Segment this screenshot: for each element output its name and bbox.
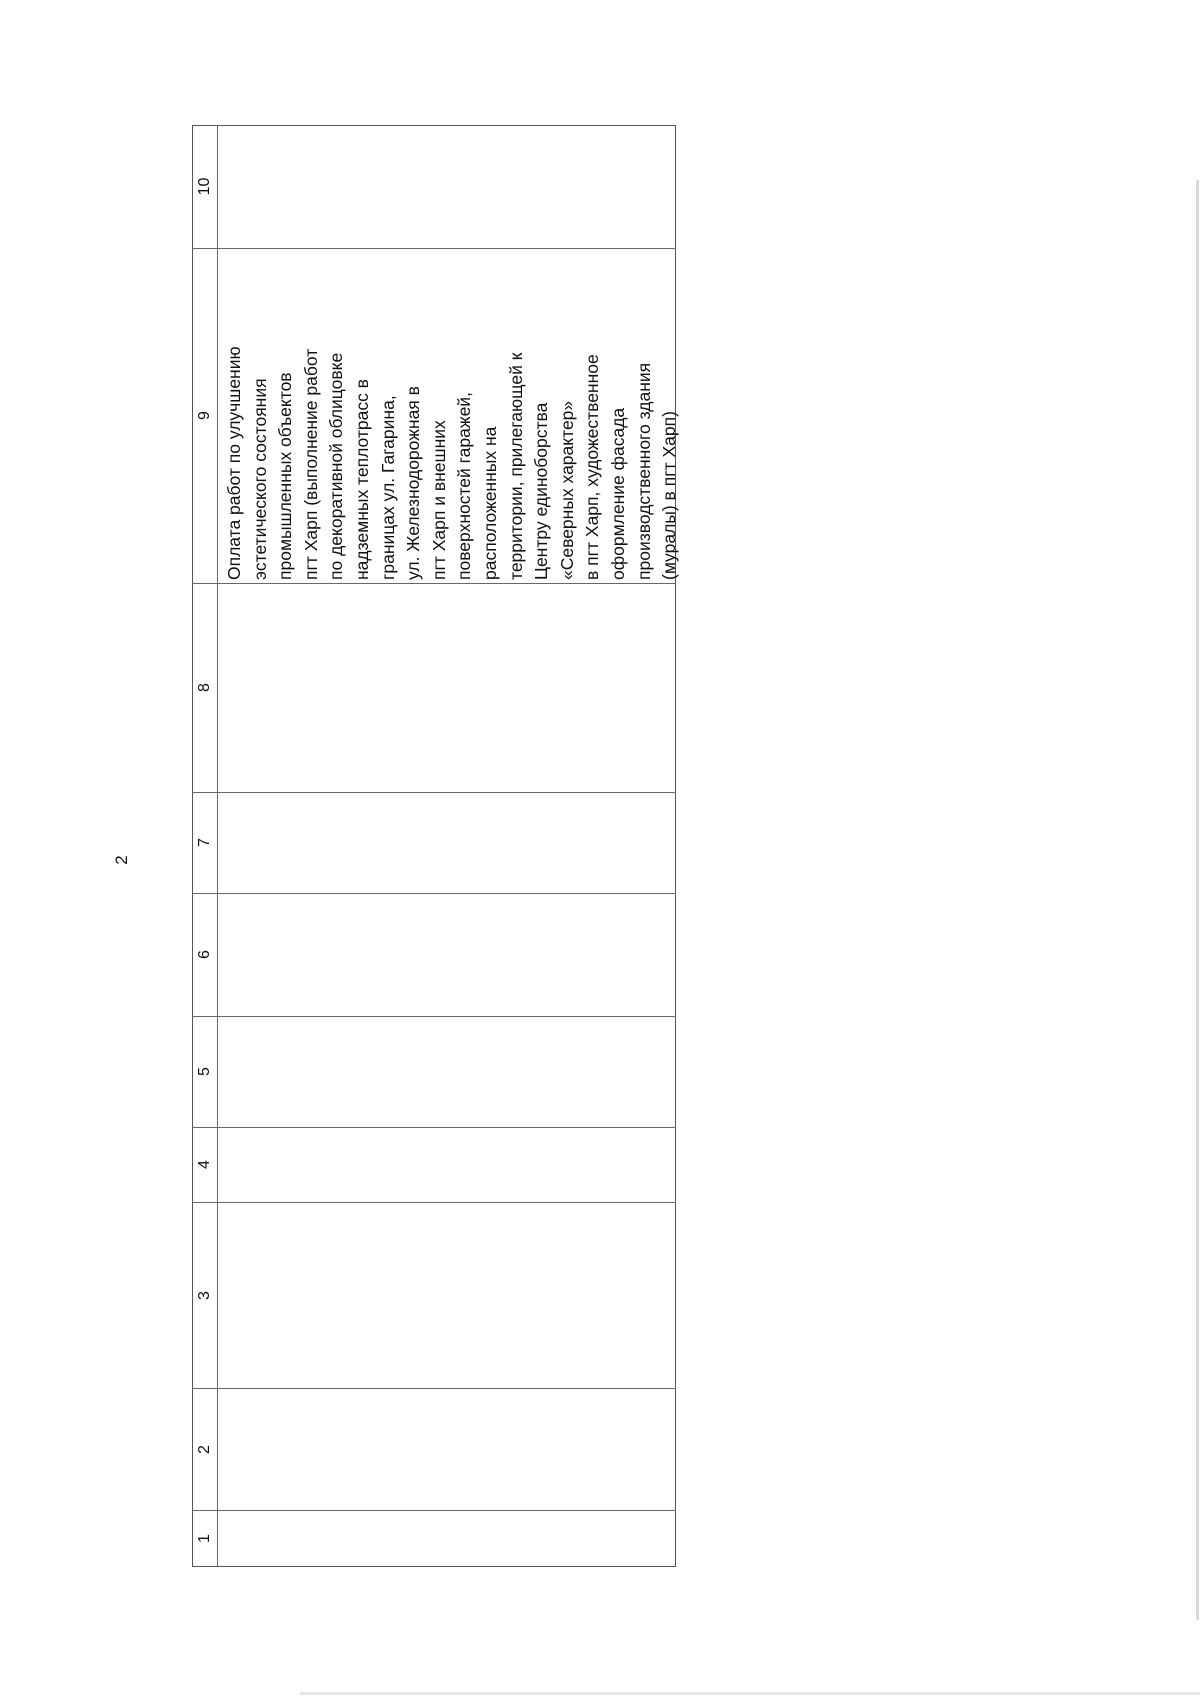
column-number-6: 6	[196, 950, 213, 959]
text-line: расположенных на	[479, 426, 500, 580]
text-line: территории, прилегающей к	[505, 352, 526, 580]
column-number-4: 4	[196, 1160, 213, 1169]
text-line: поверхностей гаражей,	[454, 392, 475, 580]
text-line: производственного здания	[633, 362, 654, 580]
text-line: пгт Харп и внешних	[428, 420, 449, 580]
text-line: границах ул. Гагарина,	[377, 395, 398, 580]
column-number-5: 5	[196, 1067, 213, 1076]
column-divider-5-4	[192, 1127, 676, 1128]
text-line: Центру единоборства	[531, 402, 552, 580]
column-divider-9-8	[192, 583, 676, 584]
column-number-8: 8	[196, 683, 213, 692]
text-line: (муралы) в пгт Харп)	[659, 411, 680, 580]
column-9-text	[222, 248, 683, 580]
column-number-10: 10	[196, 177, 213, 196]
column-number-7: 7	[196, 838, 213, 847]
column-divider-2-1	[192, 1510, 676, 1511]
text-line: «Северных характер»	[556, 400, 577, 580]
text-line: надземных теплотрасс в	[351, 379, 372, 580]
column-divider-4-3	[192, 1202, 676, 1203]
scan-edge-bottom	[300, 1692, 1200, 1695]
column-divider-8-7	[192, 792, 676, 793]
page-number: 2	[112, 855, 131, 865]
column-number-9: 9	[196, 411, 213, 420]
column-number-3: 3	[196, 1291, 213, 1300]
text-line: ул. Железнодорожная в	[403, 386, 424, 580]
text-line: по декоративной облицовке	[326, 352, 347, 580]
column-divider-3-2	[192, 1388, 676, 1389]
column-divider-6-5	[192, 1016, 676, 1017]
scan-edge-right	[1196, 180, 1199, 1620]
header-separator	[217, 125, 218, 1567]
text-line: промышленных объектов	[275, 372, 296, 580]
column-9-cell	[222, 248, 680, 580]
column-divider-7-6	[192, 893, 676, 894]
text-line: в пгт Харп, художественное	[582, 354, 603, 580]
text-line: эстетического состояния	[249, 378, 270, 580]
text-line: оформление фасада	[607, 407, 628, 580]
text-line: Оплата работ по улучшению	[224, 346, 244, 580]
column-number-2: 2	[196, 1445, 213, 1454]
text-line: пгт Харп (выполнение работ	[300, 348, 321, 580]
column-number-1: 1	[196, 1534, 213, 1543]
